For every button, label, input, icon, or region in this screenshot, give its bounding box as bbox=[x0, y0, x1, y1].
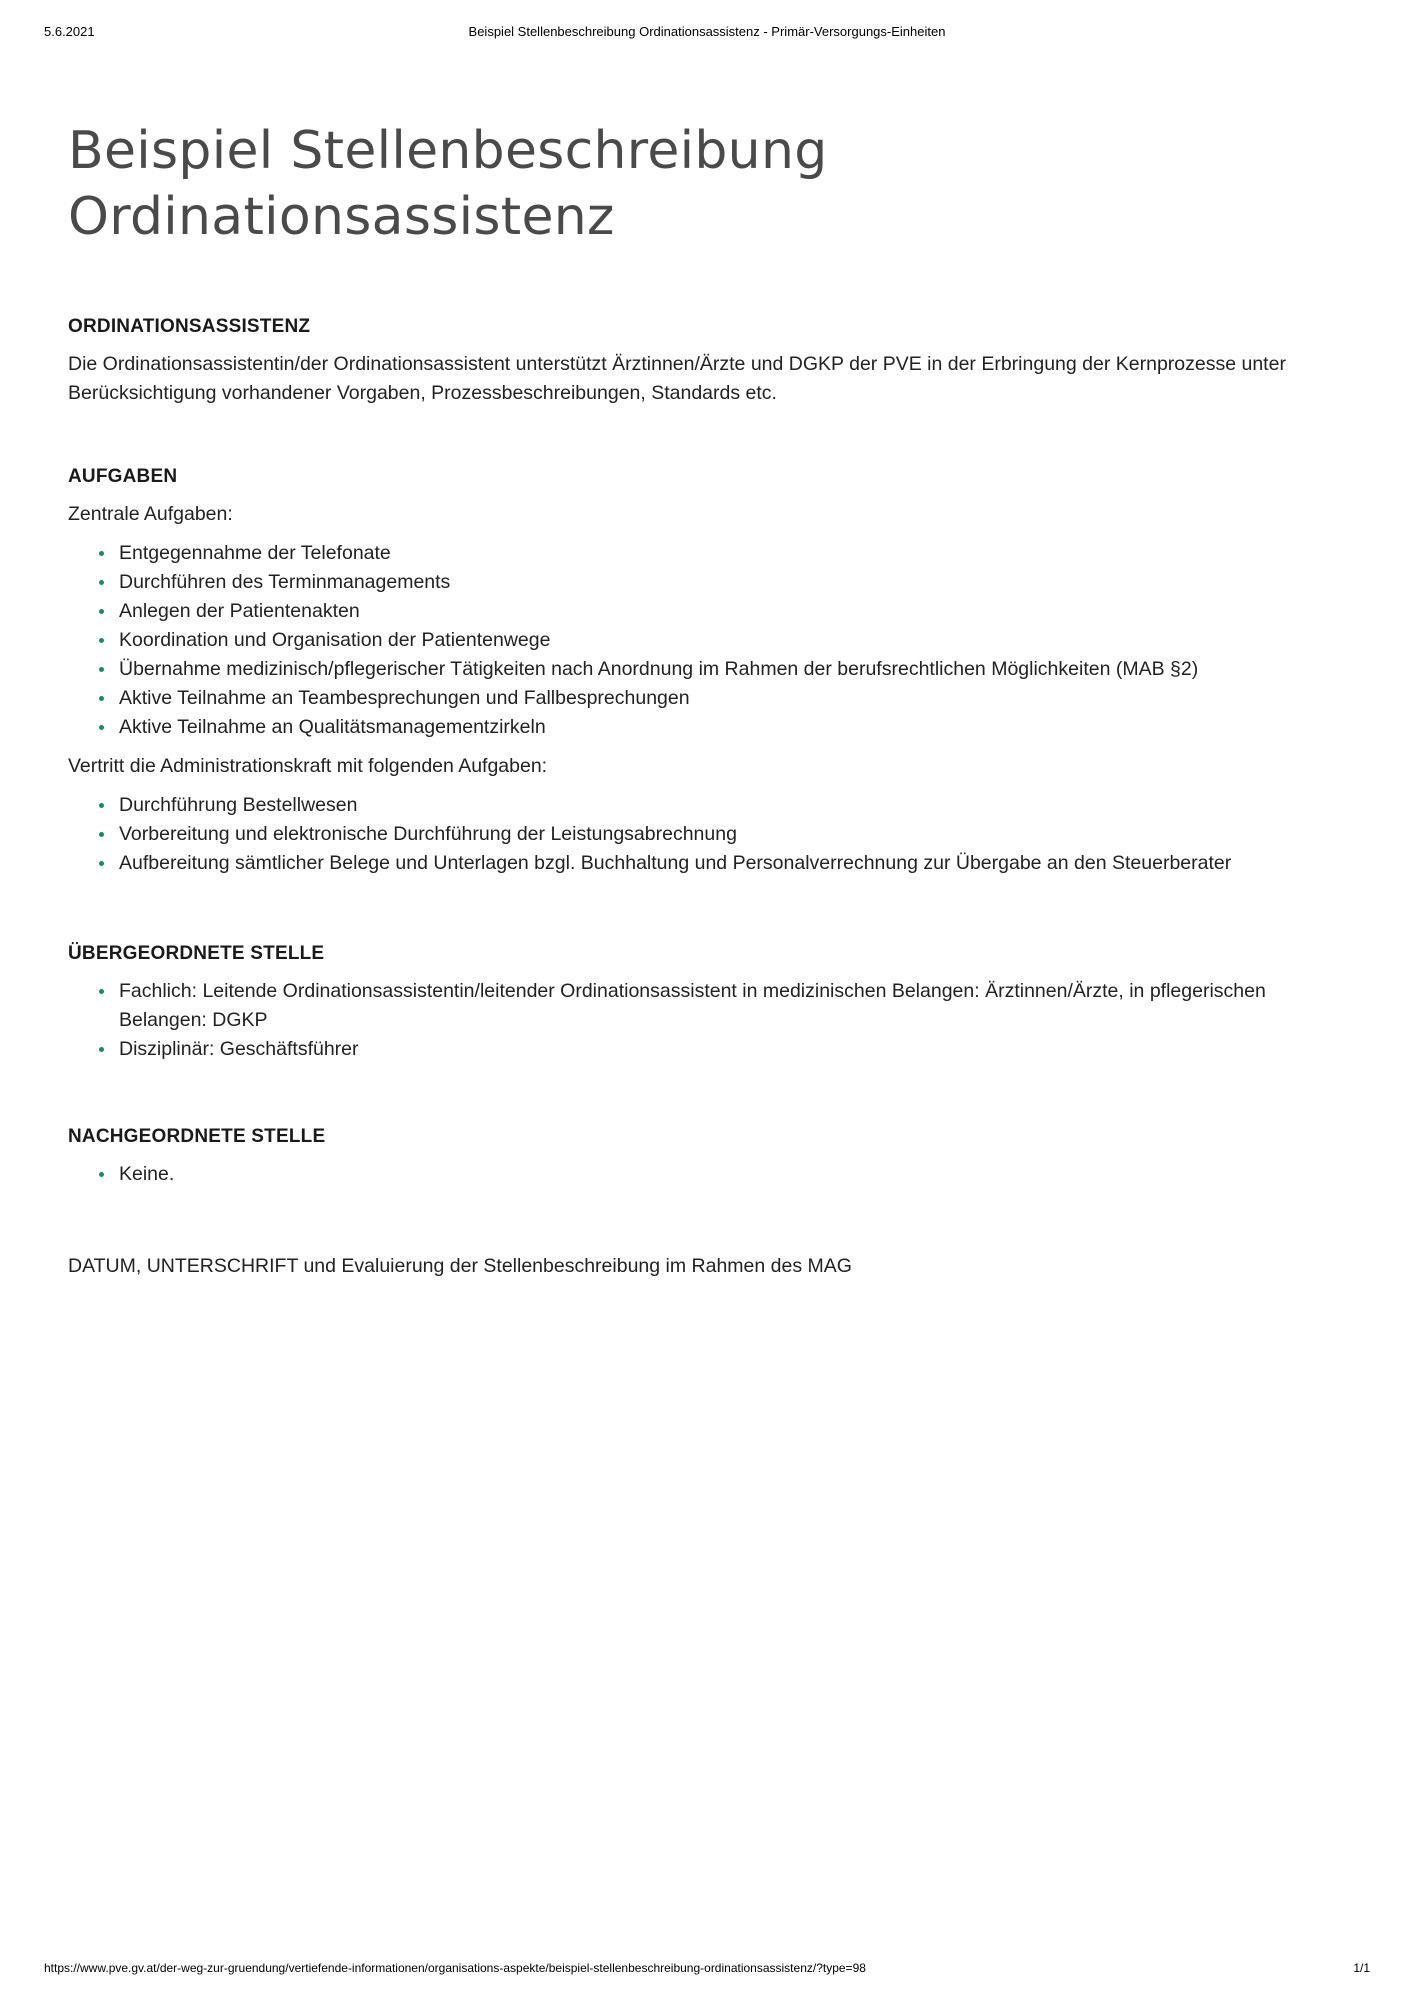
list-item bbox=[99, 820, 1358, 849]
bullet-icon bbox=[99, 638, 104, 643]
list-item bbox=[99, 1035, 1358, 1064]
list-item bbox=[99, 1160, 1358, 1189]
page-title-line-1: Beispiel Stellenbeschreibung bbox=[68, 121, 828, 181]
page-number: 1/1 bbox=[1353, 1961, 1370, 1975]
page-title bbox=[68, 118, 1358, 250]
list-item bbox=[99, 977, 1358, 1035]
bullet-icon bbox=[99, 725, 104, 730]
list-item-text: Fachlich: Leitende Ordinationsassistentin/leitender Ordinationsassistent in medizinischen Belangen: Ärztinnen/Ärzte, in pflegerischen Belangen: DGKP bbox=[119, 980, 1266, 1031]
bullet-icon bbox=[99, 667, 104, 672]
ordinationsassistenz-description: Die Ordinationsassistentin/der Ordinationsassistent unterstützt Ärztinnen/Ärzte und DGKP der PVE in der Erbringung der Kernprozesse unter Berücksichtigung vorhandener Vorgaben, Prozessbeschreibungen, Standards etc. bbox=[68, 353, 1286, 404]
bullet-icon bbox=[99, 580, 104, 585]
list-item bbox=[99, 684, 1358, 713]
uebergeordnete-stelle-list bbox=[68, 977, 1358, 1064]
vertretung-intro: Vertritt die Administrationskraft mit folgenden Aufgaben: bbox=[68, 755, 548, 777]
section-uebergeordnete-stelle bbox=[68, 941, 1358, 1074]
list-item bbox=[99, 626, 1358, 655]
page-title-line-2: Ordinationsassistenz bbox=[68, 187, 615, 247]
section-datum-unterschrift bbox=[68, 1252, 1358, 1281]
section-heading-aufgaben: AUFGABEN bbox=[68, 466, 178, 487]
list-item-text: Aktive Teilnahme an Qualitätsmanagementzirkeln bbox=[119, 716, 546, 738]
list-item bbox=[99, 597, 1358, 626]
section-heading-nachgeordnete-stelle: NACHGEORDNETE STELLE bbox=[68, 1126, 326, 1147]
section-heading-ordinationsassistenz: ORDINATIONSASSISTENZ bbox=[68, 316, 311, 337]
list-item-text: Disziplinär: Geschäftsführer bbox=[119, 1038, 359, 1060]
section-ordinationsassistenz bbox=[68, 314, 1358, 408]
aufgaben-intro: Zentrale Aufgaben: bbox=[68, 503, 233, 525]
print-header bbox=[44, 24, 1370, 42]
page-content bbox=[68, 118, 1358, 1277]
list-item bbox=[99, 539, 1358, 568]
bullet-icon bbox=[99, 861, 104, 866]
nachgeordnete-stelle-list bbox=[68, 1160, 1358, 1189]
vertretung-aufgaben-list bbox=[68, 791, 1358, 878]
section-heading-uebergeordnete-stelle: ÜBERGEORDNETE STELLE bbox=[68, 943, 325, 964]
list-item-text: Keine. bbox=[119, 1163, 175, 1185]
bullet-icon bbox=[99, 551, 104, 556]
bullet-icon bbox=[99, 609, 104, 614]
list-item-text: Durchführung Bestellwesen bbox=[119, 794, 358, 816]
list-item-text: Durchführen des Terminmanagements bbox=[119, 571, 451, 593]
section-aufgaben bbox=[68, 464, 1358, 888]
list-item-text: Anlegen der Patientenakten bbox=[119, 600, 360, 622]
section-nachgeordnete-stelle bbox=[68, 1124, 1358, 1199]
print-document-title: Beispiel Stellenbeschreibung Ordinationsassistenz - Primär-Versorgungs-Einheiten bbox=[468, 24, 946, 39]
bullet-icon bbox=[99, 696, 104, 701]
list-item bbox=[99, 791, 1358, 820]
list-item-text: Aufbereitung sämtlicher Belege und Unterlagen bzgl. Buchhaltung und Personalverrechnung zur Übergabe an den Steuerberater bbox=[119, 852, 1232, 874]
datum-unterschrift-text: DATUM, UNTERSCHRIFT und Evaluierung der Stellenbeschreibung im Rahmen des MAG bbox=[68, 1255, 852, 1277]
print-url: https://www.pve.gv.at/der-weg-zur-gruendung/vertiefende-informationen/organisations-aspekte/beispiel-stellenbeschreibung-ordinationsassistenz/?type=98 bbox=[44, 1961, 866, 1975]
bullet-icon bbox=[99, 832, 104, 837]
print-footer bbox=[44, 1961, 1370, 1979]
list-item bbox=[99, 655, 1358, 684]
bullet-icon bbox=[99, 1047, 104, 1052]
list-item bbox=[99, 849, 1358, 878]
zentrale-aufgaben-list bbox=[68, 539, 1358, 742]
print-date: 5.6.2021 bbox=[44, 24, 95, 39]
list-item-text: Vorbereitung und elektronische Durchführung der Leistungsabrechnung bbox=[119, 823, 737, 845]
list-item bbox=[99, 568, 1358, 597]
bullet-icon bbox=[99, 803, 104, 808]
bullet-icon bbox=[99, 1172, 104, 1177]
bullet-icon bbox=[99, 989, 104, 994]
list-item-text: Entgegennahme der Telefonate bbox=[119, 542, 391, 564]
list-item bbox=[99, 713, 1358, 742]
list-item-text: Aktive Teilnahme an Teambesprechungen und Fallbesprechungen bbox=[119, 687, 690, 709]
list-item-text: Übernahme medizinisch/pflegerischer Tätigkeiten nach Anordnung im Rahmen der berufsrechtlichen Möglichkeiten (MAB §2) bbox=[119, 658, 1199, 680]
list-item-text: Koordination und Organisation der Patientenwege bbox=[119, 629, 551, 651]
